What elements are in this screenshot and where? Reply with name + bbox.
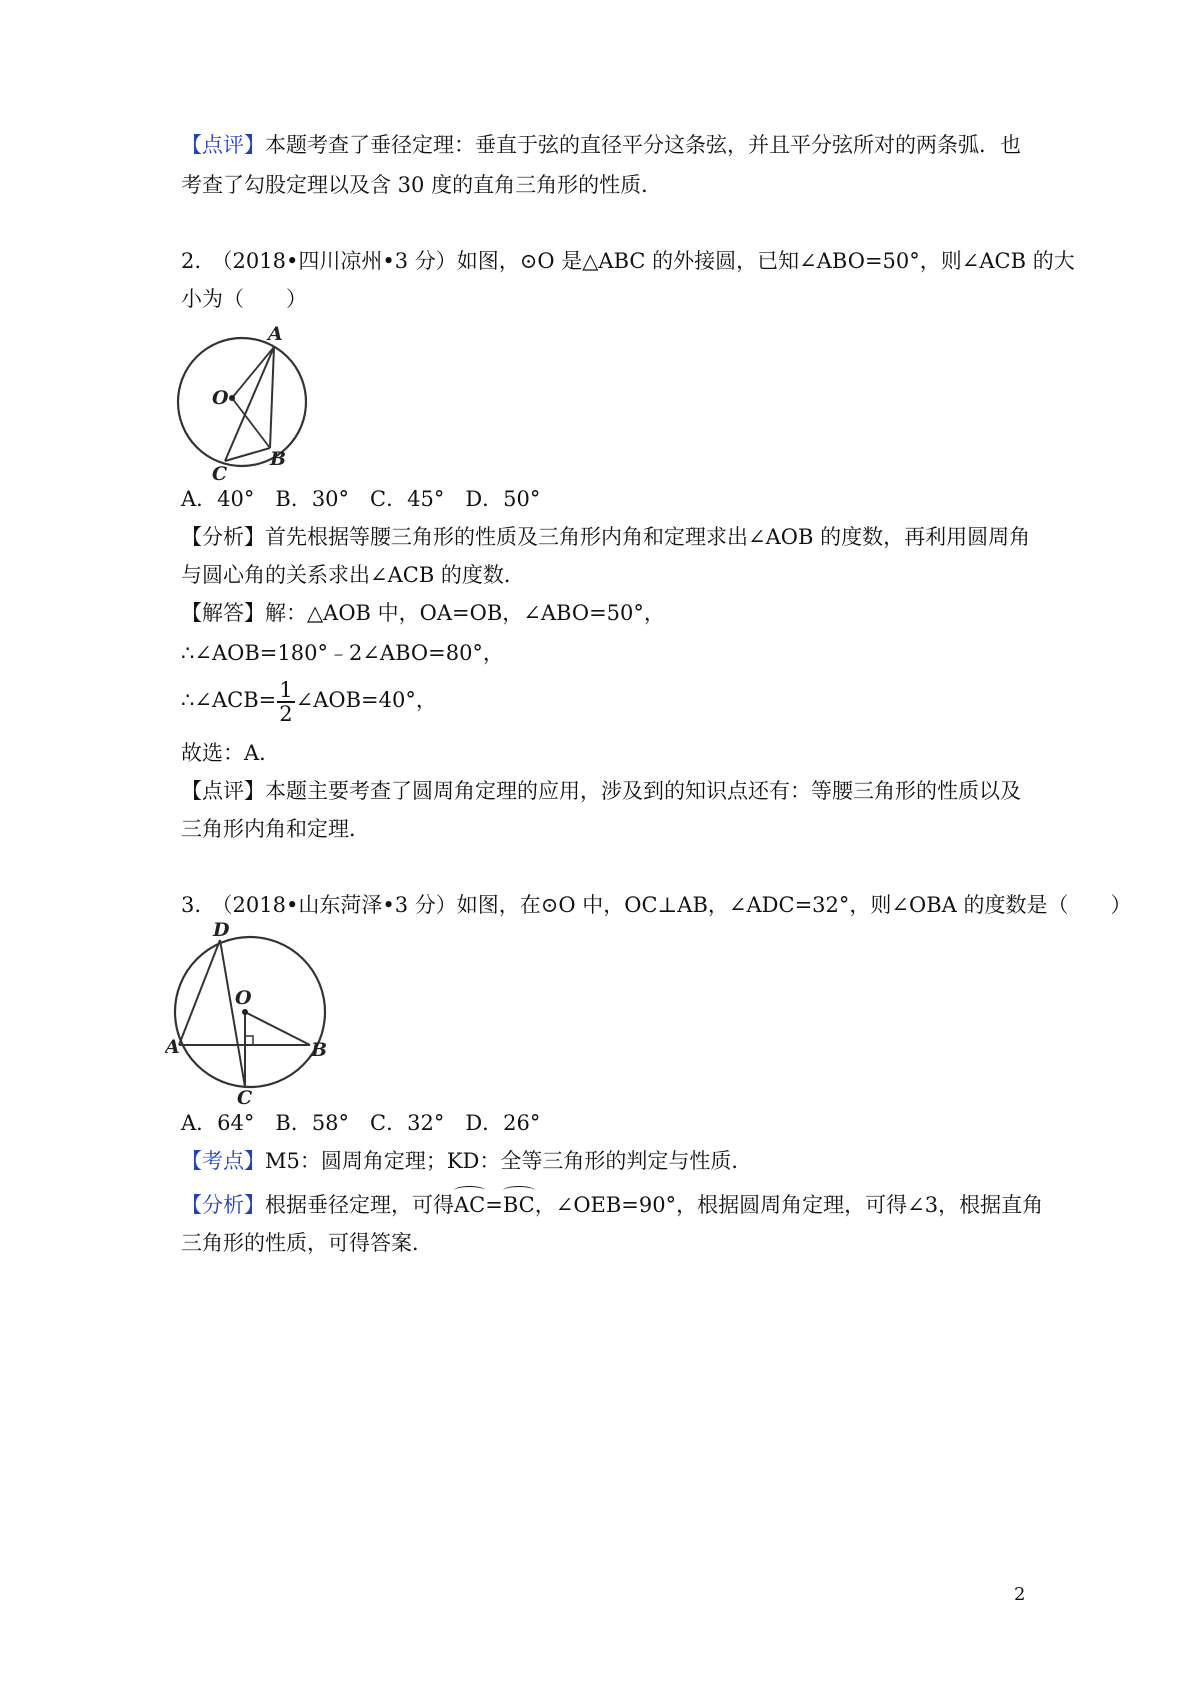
q3-analysis-line1 [181, 1190, 1043, 1220]
q3-label-c: C [237, 1087, 253, 1107]
q2-answer-line [181, 598, 665, 628]
comment-tag: 【点评】 [181, 779, 265, 803]
kaodian-text: M5：圆周角定理；KD：全等三角形的判定与性质． [265, 1149, 753, 1173]
comment-tag: 【点评】 [181, 133, 265, 157]
q2-circle [178, 338, 306, 466]
q3-label-d: D [213, 922, 230, 941]
q3-figure [165, 922, 340, 1107]
fraction [277, 679, 294, 725]
analysis-prefix: 根据垂径定理，可得 [265, 1193, 454, 1217]
q3-circle [175, 937, 328, 1087]
q3-kaodian [181, 1146, 752, 1176]
analysis-tag: 【分析】 [181, 1193, 265, 1217]
q2-label-c: C [212, 463, 228, 485]
q2-comment-line2: 三角形内角和定理． [181, 817, 370, 841]
q2-stem-line2: 小为（ ） [181, 287, 307, 311]
q2-chord-ab [270, 347, 274, 448]
q2-analysis-line2: 与圆心角的关系求出∠ACB 的度数． [181, 563, 525, 587]
q2-choose: 故选：A． [181, 741, 281, 765]
analysis-suffix: ，∠OEB=90°，根据圆周角定理，可得∠3，根据直角 [534, 1193, 1044, 1217]
q3-label-a: A [165, 1036, 180, 1058]
q2-step1: ∴∠AOB=180°﹣2∠ABO=80°， [181, 641, 504, 665]
answer-text: 解：△AOB 中，OA=OB，∠ABO=50°， [265, 601, 665, 625]
q3-analysis-line2: 三角形的性质，可得答案． [181, 1231, 433, 1255]
q2-label-o: O [212, 387, 229, 409]
comment-text: 本题考查了垂径定理：垂直于弦的直径平分这条弦，并且平分弦所对的两条弧．也 [265, 133, 1021, 157]
q3-segment-ob [245, 1012, 310, 1045]
step2-prefix: ∴∠ACB= [181, 688, 277, 712]
q2-step2 [181, 676, 437, 725]
q2-stem-line1: 2. （2018•四川凉州•3 分）如图，⊙O 是△ABC 的外接圆，已知∠ABO=50°，则∠ACB 的大 [181, 249, 1075, 273]
arc-ac: AC [454, 1190, 485, 1220]
page-number: 2 [1014, 1584, 1026, 1605]
q3-label-o: O [235, 987, 252, 1009]
q2-radius-oa [232, 347, 274, 398]
prev-comment-line2: 考查了勾股定理以及含 30 度的直角三角形的性质． [181, 173, 663, 197]
q2-center-dot [229, 395, 235, 401]
q3-center-dot [242, 1009, 248, 1015]
step2-suffix: ∠AOB=40°， [295, 688, 437, 712]
comment-text: 本题主要考查了圆周角定理的应用，涉及到的知识点还有：等腰三角形的性质以及 [265, 779, 1021, 803]
q2-figure [170, 318, 320, 488]
analysis-text: 首先根据等腰三角形的性质及三角形内角和定理求出∠AOB 的度数，再利用圆周角 [265, 525, 1031, 549]
analysis-tag: 【分析】 [181, 525, 265, 549]
fraction-numerator: 1 [279, 677, 293, 702]
q2-analysis-line1 [181, 522, 1030, 552]
q2-options: A．40° B．30° C．45° D．50° [181, 487, 541, 511]
q3-chord-dc [220, 940, 245, 1087]
q3-right-angle-mark [245, 1036, 253, 1045]
q2-label-a: A [268, 323, 283, 345]
fraction-denominator: 2 [279, 701, 293, 726]
answer-tag: 【解答】 [181, 601, 265, 625]
prev-comment-line1 [181, 130, 1021, 160]
q2-chord-cb [225, 448, 270, 461]
kaodian-tag: 【考点】 [181, 1149, 265, 1173]
q3-stem: 3. （2018•山东菏泽•3 分）如图，在⊙O 中，OC⊥AB，∠ADC=32°，则∠OBA 的度数是（ ） [181, 893, 1132, 917]
arc-bc: BC [503, 1190, 535, 1220]
q2-comment-line1 [181, 776, 1021, 806]
q2-radius-ob [232, 398, 270, 448]
q3-options: A．64° B．58° C．32° D．26° [181, 1111, 541, 1135]
arc-equals: = [485, 1193, 503, 1217]
q2-label-b: B [270, 448, 287, 470]
q3-label-b: B [311, 1039, 328, 1061]
